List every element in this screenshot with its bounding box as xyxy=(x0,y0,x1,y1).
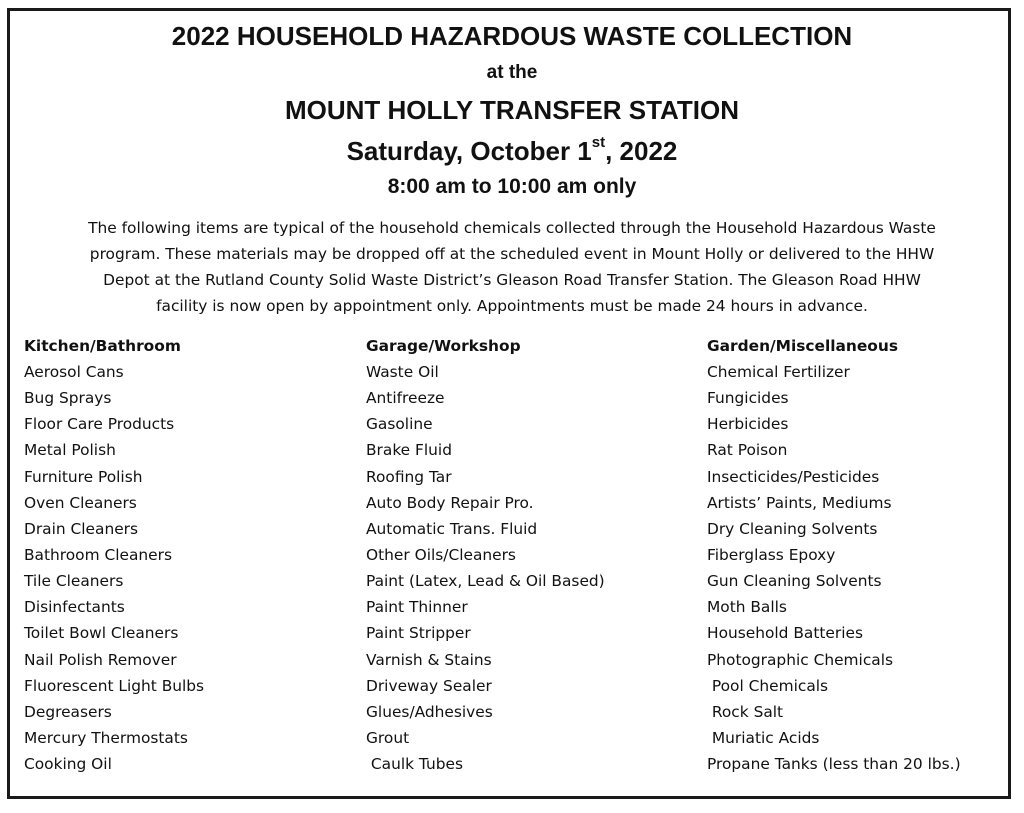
intro-line: Depot at the Rutland County Solid Waste District’s Gleason Road Transfer Station. The Gleason Road HHW xyxy=(103,271,921,289)
list-item: Fluorescent Light Bulbs xyxy=(24,676,205,695)
list-item: Nail Polish Remover xyxy=(24,650,177,669)
list-item: Fiberglass Epoxy xyxy=(707,545,836,564)
list-item: Antifreeze xyxy=(366,389,445,408)
list-item: Paint Stripper xyxy=(366,624,471,643)
list-item: Gasoline xyxy=(366,415,433,434)
list-item: Bathroom Cleaners xyxy=(24,545,172,564)
list-item: Dry Cleaning Solvents xyxy=(707,519,878,538)
list-item: Fungicides xyxy=(707,389,789,408)
list-item: Brake Fluid xyxy=(366,441,452,460)
intro-line: The following items are typical of the household chemicals collected through the Household Hazardous Waste xyxy=(88,219,936,237)
list-item: Moth Balls xyxy=(707,598,787,617)
list-item: Household Batteries xyxy=(707,624,863,643)
list-item: Paint Thinner xyxy=(366,598,468,617)
list-item: Herbicides xyxy=(707,415,789,434)
list-item: Bug Sprays xyxy=(24,389,112,408)
list-item: Muriatic Acids xyxy=(707,728,820,747)
garden-miscellaneous-column xyxy=(707,333,961,777)
list-item: Chemical Fertilizer xyxy=(707,363,850,381)
list-item: Mercury Thermostats xyxy=(24,728,188,747)
list-item: Aerosol Cans xyxy=(24,363,124,381)
list-item: Roofing Tar xyxy=(366,467,452,486)
list-item: Caulk Tubes xyxy=(366,755,463,774)
list-item: Oven Cleaners xyxy=(24,493,137,512)
list-item: Other Oils/Cleaners xyxy=(366,545,516,564)
list-item: Artists’ Paints, Mediums xyxy=(707,493,892,512)
location-heading: MOUNT HOLLY TRANSFER STATION xyxy=(284,95,740,125)
list-item: Floor Care Products xyxy=(24,415,175,434)
list-item: Photographic Chemicals xyxy=(707,650,894,669)
list-item: Propane Tanks (less than 20 lbs.) xyxy=(707,755,961,774)
list-item: Insecticides/Pesticides xyxy=(707,467,880,486)
column-heading: Kitchen/Bathroom xyxy=(24,337,181,355)
list-item: Degreasers xyxy=(24,702,112,721)
column-heading: Garage/Workshop xyxy=(366,337,521,355)
at-the-text: at the xyxy=(486,62,538,83)
intro-line: facility is now open by appointment only. Appointments must be made 24 hours in advance. xyxy=(156,297,868,315)
list-item: Rat Poison xyxy=(707,441,788,460)
list-item: Grout xyxy=(366,728,410,747)
list-item: Pool Chemicals xyxy=(707,676,829,695)
item-list xyxy=(366,359,605,777)
list-item: Varnish & Stains xyxy=(366,650,492,669)
list-item: Cooking Oil xyxy=(24,755,112,774)
list-item: Furniture Polish xyxy=(24,467,143,486)
event-date xyxy=(0,136,1024,167)
document-title: 2022 HOUSEHOLD HAZARDOUS WASTE COLLECTION xyxy=(171,21,853,51)
column-heading: Garden/Miscellaneous xyxy=(707,337,898,355)
date-main: Saturday, October 1 xyxy=(346,136,592,166)
list-item: Metal Polish xyxy=(24,441,116,460)
list-item: Rock Salt xyxy=(707,702,784,721)
item-list xyxy=(707,359,961,777)
list-item: Glues/Adhesives xyxy=(366,702,493,721)
list-item: Driveway Sealer xyxy=(366,676,492,695)
list-item: Auto Body Repair Pro. xyxy=(366,493,534,512)
event-hours: 8:00 am to 10:00 am only xyxy=(387,175,637,198)
list-item: Paint (Latex, Lead & Oil Based) xyxy=(366,572,605,591)
date-suffix: st xyxy=(591,134,606,151)
list-item: Automatic Trans. Fluid xyxy=(366,519,538,538)
intro-line: program. These materials may be dropped off at the scheduled event in Mount Holly or delivered to the HHW xyxy=(89,245,935,263)
intro-paragraph xyxy=(30,215,994,319)
list-item: Tile Cleaners xyxy=(24,572,124,591)
list-item: Waste Oil xyxy=(366,363,439,381)
list-item: Gun Cleaning Solvents xyxy=(707,572,882,591)
date-year: , 2022 xyxy=(605,136,678,166)
list-item: Drain Cleaners xyxy=(24,519,139,538)
garage-workshop-column xyxy=(366,333,605,777)
list-item: Disinfectants xyxy=(24,598,125,617)
kitchen-bathroom-column xyxy=(24,333,204,777)
list-item: Toilet Bowl Cleaners xyxy=(24,624,179,643)
item-list xyxy=(24,359,204,777)
